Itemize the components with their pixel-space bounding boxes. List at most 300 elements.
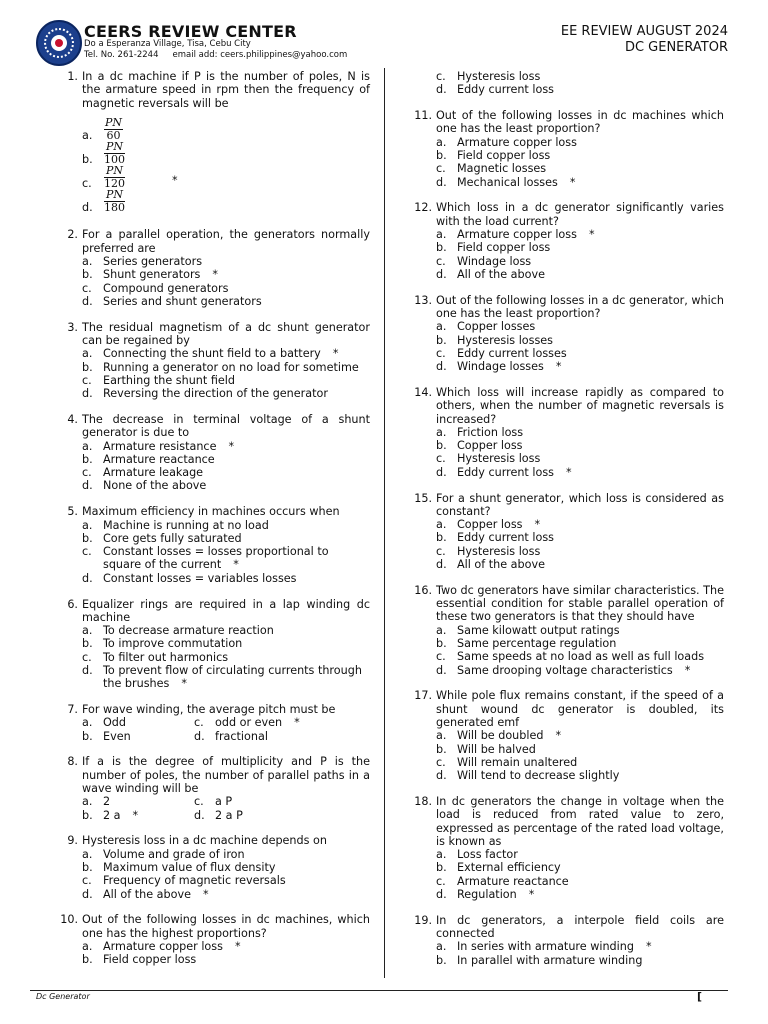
option-letter: b. <box>82 953 93 967</box>
option-text: Same speeds at no load as well as full loads <box>457 650 705 664</box>
option-item <box>436 162 724 175</box>
option-item <box>194 809 370 822</box>
option-item <box>436 664 724 677</box>
question-number: 14. <box>414 385 432 399</box>
option-letter: c. <box>82 874 92 888</box>
option-text: 2 <box>103 795 111 809</box>
question-2 <box>56 228 370 308</box>
logo-dot <box>55 39 63 47</box>
option-letter: b. <box>436 742 447 756</box>
option-item <box>82 361 370 374</box>
question-number: 1. <box>67 70 78 83</box>
option-item <box>436 136 724 149</box>
fraction: $\frac{PN}{180}$ <box>104 187 125 214</box>
question-stem: In dc generators the change in voltage when the load is reduced from rated value to zero, expressed as percentage of the rated load voltage, is known as <box>436 794 724 848</box>
option-item <box>82 624 370 637</box>
option-list <box>82 255 370 308</box>
option-letter: b. <box>436 148 447 162</box>
option-letter: c. <box>82 466 92 480</box>
option-letter: c. <box>436 650 446 664</box>
footer-rule <box>30 990 728 991</box>
option-item <box>82 282 370 295</box>
option-letter: d. <box>194 808 205 822</box>
question-number: 6. <box>67 597 78 611</box>
option-letter: a. <box>436 940 447 954</box>
title-line-1: EE REVIEW AUGUST 2024 <box>560 24 728 39</box>
question-stem: Which loss in a dc generator significantly varies with the load current? <box>436 201 724 228</box>
option-text: Connecting the shunt field to a battery <box>103 347 321 361</box>
option-item <box>436 452 724 465</box>
left-column <box>56 70 370 979</box>
option-text: To decrease armature reaction <box>103 624 274 638</box>
option-letter: d. <box>82 294 93 308</box>
option-list <box>82 795 370 822</box>
option-list <box>436 729 724 782</box>
option-letter: a. <box>82 439 93 453</box>
option-item <box>436 360 724 373</box>
question-number: 8. <box>67 755 78 769</box>
option-text: Mechanical losses <box>457 175 558 189</box>
option-item <box>82 716 194 729</box>
option-text: All of the above <box>457 558 545 571</box>
option-text: Core gets fully saturated <box>103 531 242 545</box>
option-list <box>436 228 724 281</box>
option-letter: a. <box>82 347 93 361</box>
option-text: Even <box>103 729 131 743</box>
option-item <box>436 347 724 360</box>
question-stem: Equalizer rings are required in a lap winding dc machine <box>82 597 370 624</box>
option-text: Eddy current loss <box>457 531 554 545</box>
option-item <box>436 176 724 189</box>
question-10 <box>56 913 370 966</box>
option-item <box>436 320 724 333</box>
question-stem: The decrease in terminal voltage of a shunt generator is due to <box>82 412 370 440</box>
option-text: Eddy current losses <box>457 346 567 360</box>
answer-mark: * <box>684 663 691 677</box>
option-item <box>436 875 724 888</box>
option-item <box>194 795 370 808</box>
question-16 <box>410 584 724 677</box>
question-number: 3. <box>67 320 78 334</box>
option-text: Maximum value of flux density <box>103 861 276 875</box>
org-email: email add: ceers.philippines@yahoo.com <box>172 50 348 60</box>
question-number: 12. <box>414 201 432 215</box>
option-letter: d. <box>82 387 93 401</box>
question-number: 4. <box>67 412 78 426</box>
document-title <box>561 24 728 56</box>
option-letter: a. <box>436 518 447 532</box>
option-text: Field copper loss <box>457 241 551 255</box>
option-text: In series with armature winding <box>457 940 634 954</box>
question-number: 19. <box>414 913 432 927</box>
option-list <box>82 940 370 967</box>
question-15 <box>410 492 724 572</box>
fraction: $\frac{PN}{120}$ <box>104 163 125 190</box>
option-letter: a. <box>82 518 93 532</box>
option-letter: c. <box>82 545 92 559</box>
question-stem: Two dc generators have similar characteristics. The essential condition for stable parallel operation of these two generators is that they should have <box>436 583 724 624</box>
option-list <box>82 624 370 690</box>
option-text: Series generators <box>103 254 203 268</box>
option-list <box>82 347 370 400</box>
option-letter: c. <box>436 544 446 558</box>
option-text: Armature copper loss <box>457 227 577 241</box>
option-letter: d. <box>436 175 447 189</box>
option-text: Field copper loss <box>457 148 551 162</box>
option-letter: c. <box>82 650 92 664</box>
option-letter: d. <box>436 769 447 783</box>
fraction: $\frac{PN}{60}$ <box>105 115 123 142</box>
fraction: $\frac{PN}{100}$ <box>104 139 125 166</box>
option-letter: b. <box>436 531 447 545</box>
option-text: Constant losses = variables losses <box>103 571 297 585</box>
right-column <box>410 70 724 980</box>
option-item <box>436 466 724 479</box>
option-letter: c. <box>436 755 446 769</box>
option-list <box>82 848 370 901</box>
answer-mark: * <box>645 940 652 954</box>
org-name: CEERS REVIEW CENTER <box>84 22 297 41</box>
option-letter: c. <box>436 70 446 83</box>
option-item <box>436 518 724 531</box>
option-item <box>436 149 724 162</box>
option-text: Earthing the shunt field <box>103 373 235 387</box>
option-letter: b. <box>436 636 447 650</box>
question-8 <box>56 755 370 821</box>
option-letter: d. <box>436 888 447 902</box>
option-text: Will be halved <box>457 742 536 756</box>
question-17 <box>410 689 724 782</box>
option-text: Field copper loss <box>103 953 197 967</box>
option-text: Series and shunt generators <box>103 294 262 308</box>
option-item <box>436 888 724 901</box>
option-a: a. $\frac{PN}{60}$ <box>82 115 123 142</box>
option-text: Armature copper loss <box>457 135 577 149</box>
question-number: 13. <box>414 293 432 307</box>
option-item <box>82 255 370 268</box>
option-item <box>82 295 370 308</box>
option-item <box>436 228 724 241</box>
option-text: Running a generator on no load for sometime <box>103 360 359 374</box>
question-number: 11. <box>414 109 432 123</box>
option-item <box>436 848 724 861</box>
option-letter: b. <box>436 333 447 347</box>
option-text: Hysteresis loss <box>457 70 541 83</box>
question-number: 7. <box>67 703 78 717</box>
option-text: Windage losses <box>457 360 544 374</box>
option-list <box>436 426 724 479</box>
option-text: Armature copper loss <box>103 940 223 954</box>
answer-mark: * <box>332 347 339 361</box>
option-text: Constant losses = losses proportional to square of the current <box>103 545 329 572</box>
option-text: To prevent flow of circulating currents through the brushes <box>103 664 362 691</box>
answer-mark: * <box>294 716 300 730</box>
option-letter: d. <box>82 479 93 493</box>
option-letter: d. <box>82 887 93 901</box>
option-text: Same kilowatt output ratings <box>457 623 620 637</box>
question-number: 17. <box>414 689 432 703</box>
option-letter: d. <box>82 664 93 677</box>
option-letter: a. <box>82 795 93 809</box>
option-text: Shunt generators <box>103 268 201 282</box>
option-letter: c. <box>194 795 204 809</box>
question-number: 2. <box>67 228 78 242</box>
option-text: To filter out harmonics <box>103 650 229 664</box>
option-c: c. $\frac{PN}{120}$ * <box>82 163 178 190</box>
option-text: Copper loss <box>457 518 523 532</box>
answer-mark: * <box>228 439 235 453</box>
option-letter: b. <box>82 861 93 875</box>
option-text: Armature leakage <box>103 466 204 480</box>
option-text: Hysteresis loss <box>457 544 541 558</box>
option-item <box>436 756 724 769</box>
column-divider <box>384 68 385 978</box>
option-item <box>436 439 724 452</box>
option-text: Armature reactance <box>103 452 215 466</box>
question-5 <box>56 505 370 585</box>
option-letter: a. <box>436 729 447 743</box>
ceers-logo <box>36 20 82 66</box>
option-list <box>436 624 724 677</box>
option-text: odd or even <box>215 716 283 730</box>
option-text: Will tend to decrease slightly <box>457 769 620 783</box>
option-text: All of the above <box>457 267 545 281</box>
question-number: 15. <box>414 491 432 505</box>
option-item <box>82 532 370 545</box>
option-text: Hysteresis loss <box>457 452 541 466</box>
answer-mark: * <box>212 268 218 282</box>
option-letter: b. <box>82 729 93 743</box>
option-text: None of the above <box>103 479 207 493</box>
option-item <box>82 519 370 532</box>
question-number: 5. <box>67 505 78 519</box>
option-item <box>82 466 370 479</box>
answer-mark: * <box>234 940 241 954</box>
option-item <box>82 730 194 743</box>
option-item <box>82 953 370 966</box>
option-text: Armature resistance <box>103 439 217 453</box>
option-text: Armature reactance <box>457 874 569 888</box>
option-text: Copper loss <box>457 439 523 453</box>
option-item <box>436 729 724 742</box>
option-letter: a. <box>436 623 447 637</box>
question-stem: While pole flux remains constant, if the speed of a shunt wound dc generator is doubled, its generated emf <box>436 689 724 729</box>
option-item <box>194 716 370 729</box>
option-item <box>82 387 370 400</box>
option-item <box>82 268 370 281</box>
option-letter: c. <box>82 281 92 295</box>
option-item <box>436 426 724 439</box>
answer-mark: * <box>203 887 209 901</box>
option-d: d. $\frac{PN}{180}$ <box>82 187 125 214</box>
option-text: Same percentage regulation <box>457 636 617 650</box>
option-letter: a. <box>436 227 447 241</box>
option-item <box>82 572 370 585</box>
question-stem: If a is the degree of multiplicity and P is the number of poles, the number of parallel paths in a wave winding will be <box>82 755 370 796</box>
option-letter: d. <box>436 465 447 479</box>
option-item <box>82 374 370 387</box>
option-item <box>82 545 370 572</box>
option-item <box>194 730 370 743</box>
question-4 <box>56 413 370 493</box>
question-12 <box>410 201 724 281</box>
question-18 <box>410 795 724 901</box>
option-list <box>82 519 370 585</box>
question-11 <box>410 109 724 189</box>
answer-mark: * <box>132 808 139 822</box>
option-item <box>436 70 724 83</box>
option-list <box>436 848 724 901</box>
option-text: Windage loss <box>457 254 532 268</box>
option-b: b. $\frac{PN}{100}$ <box>82 139 125 166</box>
option-list <box>82 440 370 493</box>
option-text: a P <box>215 795 233 809</box>
option-letter: d. <box>82 571 93 585</box>
question-stem: For a shunt generator, which loss is considered as constant? <box>436 491 724 518</box>
option-text: Friction loss <box>457 425 524 439</box>
option-item <box>436 637 724 650</box>
option-text: In parallel with armature winding <box>457 953 643 967</box>
title-line-2: DC GENERATOR <box>624 40 728 55</box>
question-stem: Which loss will increase rapidly as compared to others, when the number of magnetic reversals is increased? <box>436 385 724 426</box>
option-item <box>436 954 724 967</box>
option-letter: d. <box>436 267 447 281</box>
option-letter: b. <box>82 360 93 374</box>
question-stem: Out of the following losses in dc machines, which one has the highest proportions? <box>82 913 370 940</box>
option-letter: b. <box>82 531 93 545</box>
option-item <box>82 453 370 466</box>
question-stem: In dc generators, a interpole field coils are connected <box>436 913 724 941</box>
option-letter: d. <box>436 83 447 97</box>
option-item <box>82 874 370 887</box>
option-item <box>82 440 370 453</box>
option-item <box>82 347 370 360</box>
option-item <box>436 268 724 281</box>
option-text: Compound generators <box>103 281 229 295</box>
question-19 <box>410 914 724 967</box>
option-letter: c. <box>436 162 446 176</box>
option-letter: d. <box>194 729 205 743</box>
question-stem: Out of the following losses in dc machines which one has the least proportion? <box>436 109 724 136</box>
option-text: 2 a P <box>215 808 243 822</box>
page-marker: [ <box>697 990 703 1003</box>
question-stem: For wave winding, the average pitch must be <box>82 703 336 717</box>
option-letter: a. <box>436 135 447 149</box>
option-list <box>436 940 724 967</box>
org-contact <box>84 50 347 60</box>
org-address: Do a Esperanza Village, Tisa, Cebu City <box>84 39 251 49</box>
option-list <box>82 716 370 743</box>
option-item <box>436 531 724 544</box>
option-letter: a. <box>82 847 93 861</box>
option-letter: c. <box>436 874 446 888</box>
option-text: Loss factor <box>457 848 518 862</box>
option-letter: b. <box>436 439 447 453</box>
option-letter: d. <box>436 558 447 571</box>
option-text: All of the above <box>103 887 191 901</box>
option-text: Regulation <box>457 888 517 902</box>
option-list <box>436 136 724 189</box>
option-letter: a. <box>436 848 447 862</box>
option-item <box>82 940 370 953</box>
question-number: 10. <box>60 913 78 927</box>
option-letter: b. <box>82 637 93 651</box>
option-letter: b. <box>82 808 93 822</box>
question-13 <box>410 294 724 374</box>
option-text: Machine is running at no load <box>103 518 269 532</box>
question-stem: For a parallel operation, the generators normally preferred are <box>82 228 370 255</box>
option-text: Same drooping voltage characteristics <box>457 663 673 677</box>
option-letter: b. <box>436 861 447 875</box>
question-7 <box>56 703 370 743</box>
option-item <box>436 558 724 571</box>
option-letter: a. <box>436 320 447 334</box>
question-14 <box>410 386 724 479</box>
answer-mark: * <box>528 888 535 902</box>
footer-label: Dc Generator <box>36 992 90 1001</box>
question-10-continued <box>410 70 724 97</box>
option-text: To improve commutation <box>103 637 243 651</box>
answer-mark: * <box>172 173 178 187</box>
option-item <box>436 334 724 347</box>
question-6 <box>56 598 370 691</box>
option-text: Odd <box>103 716 127 730</box>
option-list <box>436 320 724 373</box>
option-item <box>82 651 370 664</box>
option-letter: a. <box>82 624 93 638</box>
option-text: Will be doubled <box>457 729 544 743</box>
answer-mark: * <box>569 175 576 189</box>
option-item <box>436 83 724 96</box>
option-letter: c. <box>436 346 446 360</box>
option-letter: b. <box>436 953 447 967</box>
option-text: fractional <box>215 729 268 743</box>
page-header <box>0 0 768 66</box>
option-item <box>436 241 724 254</box>
question-9 <box>56 834 370 900</box>
option-letter: c. <box>82 373 92 387</box>
option-letter: a. <box>82 940 93 954</box>
option-item <box>436 624 724 637</box>
option-item <box>436 743 724 756</box>
answer-mark: * <box>588 227 595 241</box>
question-number: 9. <box>67 834 78 848</box>
option-text: Magnetic losses <box>457 162 547 176</box>
question-3 <box>56 321 370 401</box>
question-stem: Hysteresis loss in a dc machine depends on <box>82 834 327 848</box>
option-text: Hysteresis losses <box>457 333 554 347</box>
option-text: Eddy current loss <box>457 83 554 97</box>
option-text: Volume and grade of iron <box>103 847 245 861</box>
answer-mark: * <box>534 518 541 532</box>
option-item <box>82 637 370 650</box>
question-stem: Out of the following losses in a dc generator, which one has the least proportion? <box>436 293 724 320</box>
option-letter: b. <box>82 268 93 282</box>
question-stem: Maximum efficiency in machines occurs when <box>82 505 340 519</box>
option-letter: d. <box>436 663 447 677</box>
answer-mark: * <box>555 360 562 374</box>
answer-mark: * <box>233 558 239 572</box>
option-letter: c. <box>194 716 204 730</box>
option-text: Copper losses <box>457 320 536 334</box>
question-1 <box>56 70 370 216</box>
option-item <box>436 650 724 663</box>
option-item <box>82 809 194 822</box>
option-letter: a. <box>82 254 93 268</box>
question-number: 18. <box>414 794 432 808</box>
option-item <box>82 664 370 691</box>
option-item <box>436 545 724 558</box>
